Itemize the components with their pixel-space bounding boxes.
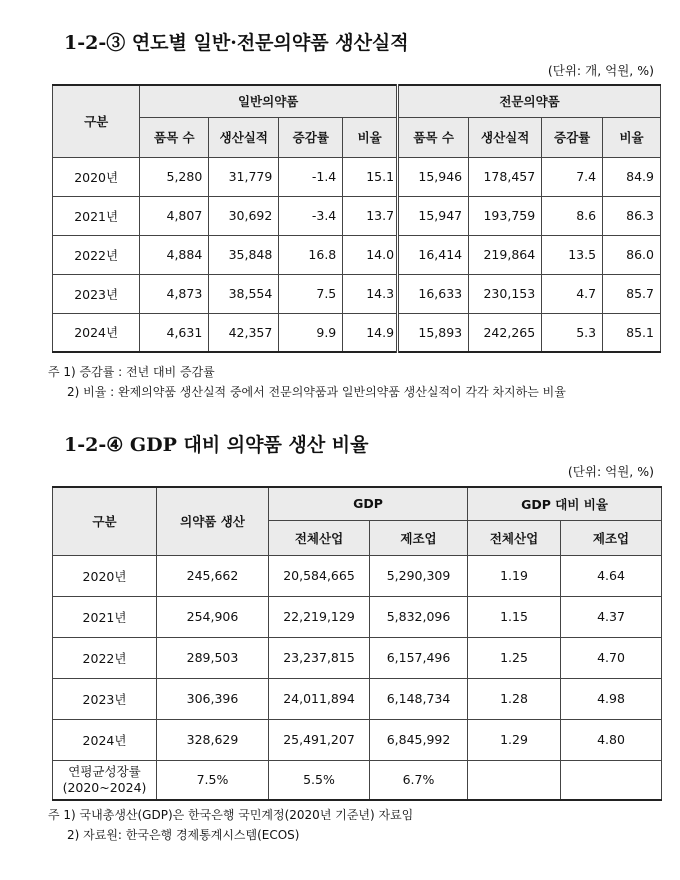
header-general-item-count: 품목 수 [140, 117, 209, 157]
table-row [53, 196, 661, 235]
general-growth-cell: -1.4 [279, 157, 343, 196]
ratio-all-cell: 1.29 [468, 719, 561, 760]
general-ratio-cell: 15.1 [343, 157, 398, 196]
general-items-cell: 4,884 [140, 235, 209, 274]
ratio-all-cell: 1.25 [468, 637, 561, 678]
professional-ratio-cell: 85.7 [603, 274, 661, 313]
year-cell: 2021년 [53, 596, 157, 637]
general-ratio-cell: 14.0 [343, 235, 398, 274]
header-category: 구분 [53, 487, 157, 555]
table-row [53, 313, 661, 352]
cagr-label: 연평균성장률 [68, 763, 141, 779]
header-pharma-production: 의약품 생산 [157, 487, 269, 555]
year-cell: 2023년 [53, 274, 140, 313]
professional-growth-cell: 13.5 [542, 235, 603, 274]
ratio-manufacturing-cell: 4.70 [561, 637, 662, 678]
year-cell: 2021년 [53, 196, 140, 235]
header-gdp-ratio: GDP 대비 비율 [468, 487, 662, 520]
header-professional-growth: 증감률 [542, 117, 603, 157]
pharma-production-cell: 328,629 [157, 719, 269, 760]
note-ratio-definition: 2) 비율 : 완제의약품 생산실적 중에서 전문의약품과 일반의약품 생산실적이 각각 차지하는 비율 [67, 385, 566, 399]
general-growth-cell: 9.9 [279, 313, 343, 352]
general-production-cell: 42,357 [209, 313, 279, 352]
general-production-cell: 30,692 [209, 196, 279, 235]
professional-growth-cell: 7.4 [542, 157, 603, 196]
header-professional-ratio: 비율 [603, 117, 661, 157]
professional-production-cell: 178,457 [469, 157, 542, 196]
ratio-all-cell: 1.19 [468, 555, 561, 596]
header-general-production: 생산실적 [209, 117, 279, 157]
general-production-cell: 38,554 [209, 274, 279, 313]
ratio-all-cell: 1.28 [468, 678, 561, 719]
gdp-all-cell: 20,584,665 [269, 555, 370, 596]
professional-production-cell: 242,265 [469, 313, 542, 352]
year-cell: 2024년 [53, 313, 140, 352]
table-row [53, 596, 662, 637]
header-gdp-manufacturing: 제조업 [370, 520, 468, 555]
general-production-cell: 35,848 [209, 235, 279, 274]
header-general-ratio: 비율 [343, 117, 398, 157]
general-production-cell: 31,779 [209, 157, 279, 196]
general-ratio-cell: 13.7 [343, 196, 398, 235]
gdp-manufacturing-cell: 6,148,734 [370, 678, 468, 719]
pharma-production-cell: 245,662 [157, 555, 269, 596]
cagr-ratio-all-cell [468, 760, 561, 800]
professional-items-cell: 15,946 [398, 157, 469, 196]
professional-growth-cell: 4.7 [542, 274, 603, 313]
header-ratio-all-industry: 전체산업 [468, 520, 561, 555]
header-category: 구분 [53, 85, 140, 157]
header-gdp-all-industry: 전체산업 [269, 520, 370, 555]
professional-items-cell: 15,947 [398, 196, 469, 235]
general-items-cell: 4,631 [140, 313, 209, 352]
cagr-period: (2020~2024) [62, 779, 147, 795]
gdp-manufacturing-cell: 6,157,496 [370, 637, 468, 678]
table-row [53, 274, 661, 313]
general-items-cell: 4,873 [140, 274, 209, 313]
year-cell: 2022년 [53, 637, 157, 678]
pharma-production-cell: 289,503 [157, 637, 269, 678]
header-gdp: GDP [269, 487, 468, 520]
header-general-medicine: 일반의약품 [140, 85, 398, 117]
section2-unit-label: (단위: 억원, %) [567, 464, 654, 479]
year-cell: 2022년 [53, 235, 140, 274]
table-row [53, 555, 662, 596]
table-row [53, 637, 662, 678]
general-professional-production-table [52, 84, 661, 353]
gdp-all-cell: 24,011,894 [269, 678, 370, 719]
professional-ratio-cell: 86.3 [603, 196, 661, 235]
professional-items-cell: 16,633 [398, 274, 469, 313]
section2-title: 1-2-④ GDP 대비 의약품 생산 비율 [64, 434, 369, 456]
gdp-all-cell: 22,219,129 [269, 596, 370, 637]
general-items-cell: 5,280 [140, 157, 209, 196]
general-growth-cell: 16.8 [279, 235, 343, 274]
section1-title: 1-2-③ 연도별 일반·전문의약품 생산실적 [64, 32, 409, 54]
cagr-row [53, 760, 662, 800]
ratio-manufacturing-cell: 4.37 [561, 596, 662, 637]
ratio-manufacturing-cell: 4.98 [561, 678, 662, 719]
ratio-manufacturing-cell: 4.80 [561, 719, 662, 760]
header-ratio-manufacturing: 제조업 [561, 520, 662, 555]
general-ratio-cell: 14.3 [343, 274, 398, 313]
general-growth-cell: 7.5 [279, 274, 343, 313]
header-professional-item-count: 품목 수 [398, 117, 469, 157]
gdp-ratio-table [52, 486, 662, 801]
general-growth-cell: -3.4 [279, 196, 343, 235]
professional-ratio-cell: 86.0 [603, 235, 661, 274]
note-growth-definition: 주 1) 증감률 : 전년 대비 증감률 [48, 365, 215, 379]
professional-production-cell: 193,759 [469, 196, 542, 235]
gdp-all-cell: 23,237,815 [269, 637, 370, 678]
header-professional-medicine: 전문의약품 [398, 85, 661, 117]
note-data-source: 2) 자료원: 한국은행 경제통계시스템(ECOS) [67, 828, 300, 842]
professional-ratio-cell: 84.9 [603, 157, 661, 196]
general-ratio-cell: 14.9 [343, 313, 398, 352]
note-gdp-source-basis: 주 1) 국내총생산(GDP)은 한국은행 국민계정(2020년 기준년) 자료임 [48, 808, 414, 822]
header-general-growth: 증감률 [279, 117, 343, 157]
professional-items-cell: 16,414 [398, 235, 469, 274]
professional-growth-cell: 8.6 [542, 196, 603, 235]
year-cell: 2023년 [53, 678, 157, 719]
professional-growth-cell: 5.3 [542, 313, 603, 352]
cagr-gdp-all-cell: 5.5% [269, 760, 370, 800]
table-row [53, 157, 661, 196]
ratio-manufacturing-cell: 4.64 [561, 555, 662, 596]
year-cell: 2020년 [53, 555, 157, 596]
professional-production-cell: 219,864 [469, 235, 542, 274]
gdp-manufacturing-cell: 5,832,096 [370, 596, 468, 637]
cagr-ratio-manufacturing-cell [561, 760, 662, 800]
section2-notes [48, 805, 413, 845]
cagr-gdp-manufacturing-cell: 6.7% [370, 760, 468, 800]
cagr-label-cell [53, 760, 157, 800]
gdp-manufacturing-cell: 5,290,309 [370, 555, 468, 596]
ratio-all-cell: 1.15 [468, 596, 561, 637]
header-professional-production: 생산실적 [469, 117, 542, 157]
gdp-all-cell: 25,491,207 [269, 719, 370, 760]
professional-ratio-cell: 85.1 [603, 313, 661, 352]
table-row [53, 678, 662, 719]
table-row [53, 719, 662, 760]
gdp-manufacturing-cell: 6,845,992 [370, 719, 468, 760]
table-row [53, 235, 661, 274]
year-cell: 2020년 [53, 157, 140, 196]
professional-production-cell: 230,153 [469, 274, 542, 313]
section1-unit-label: (단위: 개, 억원, %) [547, 63, 654, 78]
general-items-cell: 4,807 [140, 196, 209, 235]
pharma-production-cell: 254,906 [157, 596, 269, 637]
pharma-production-cell: 306,396 [157, 678, 269, 719]
section1-notes [48, 362, 566, 402]
professional-items-cell: 15,893 [398, 313, 469, 352]
cagr-pharma-cell: 7.5% [157, 760, 269, 800]
year-cell: 2024년 [53, 719, 157, 760]
